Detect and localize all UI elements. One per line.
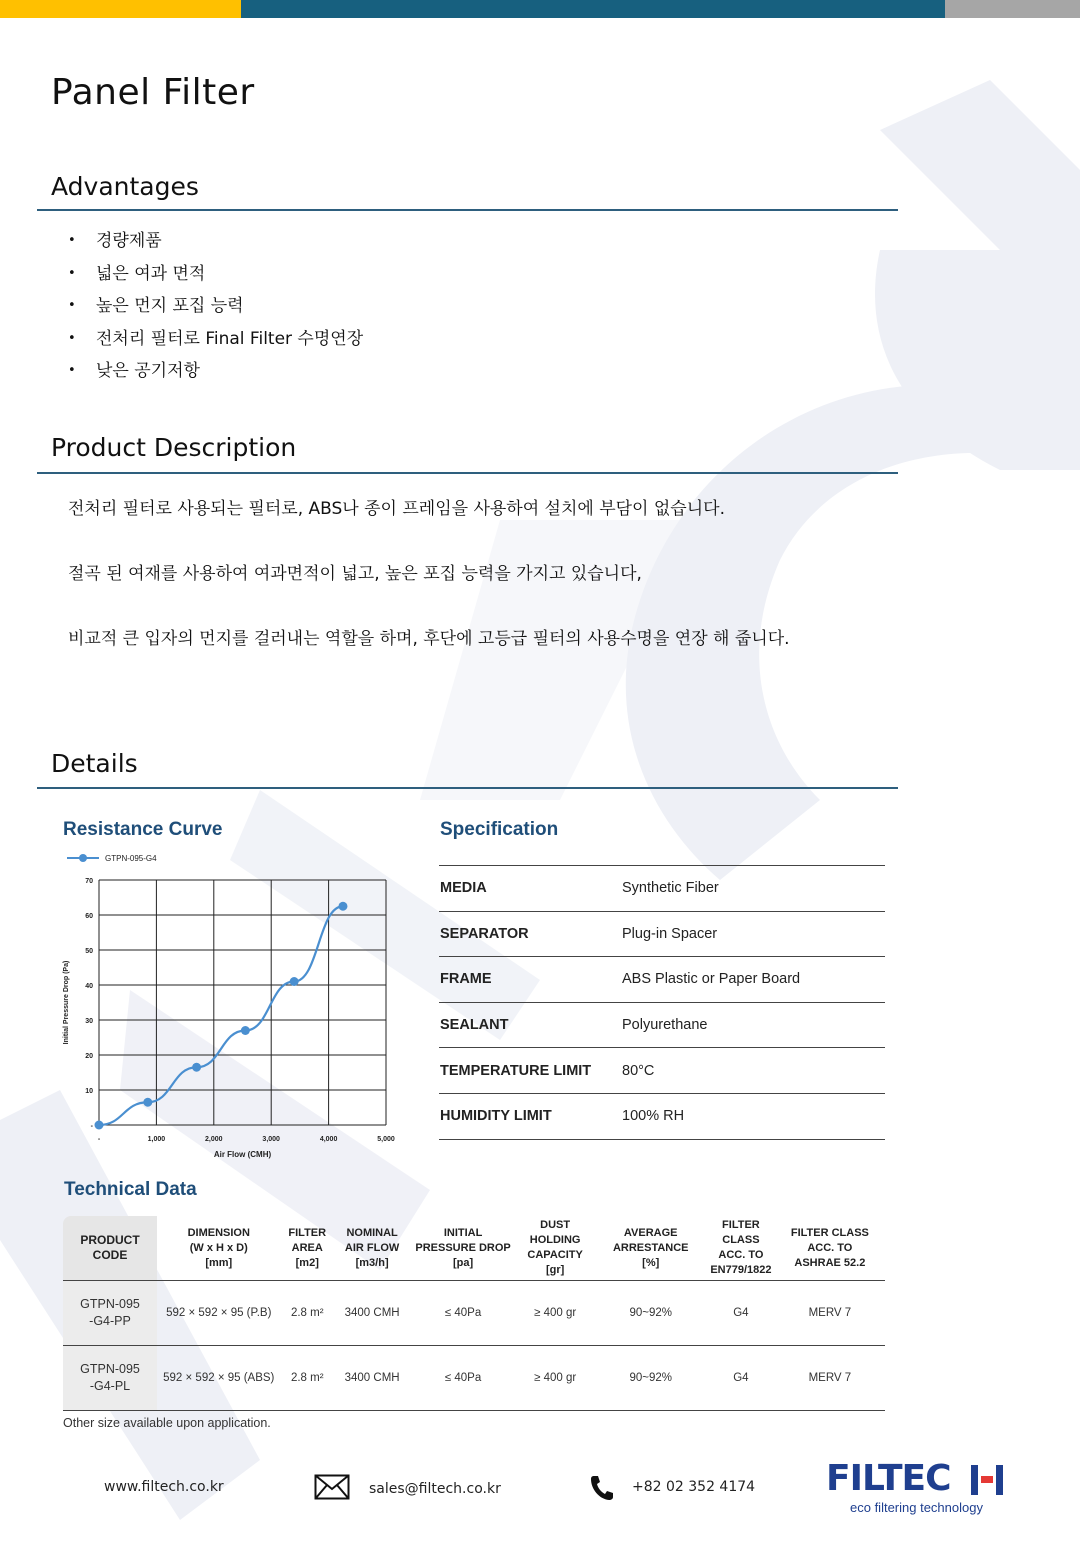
tech-header-cell [334,1216,410,1281]
tech-header-cell [707,1216,775,1281]
legend-marker [79,854,87,862]
tech-data-cell: ≥ 400 gr [516,1281,595,1346]
tech-header-line: PRESSURE DROP [415,1241,511,1254]
tech-header-cell [157,1216,281,1281]
product-code-line: -G4-PL [89,1379,131,1393]
tech-header-line: AVERAGE [623,1226,678,1239]
tech-data-cell: 2.8 m² [281,1281,334,1346]
spec-row [439,1002,885,1048]
tech-header-line: DUST HOLDING [529,1219,581,1246]
tech-data-cell: MERV 7 [775,1281,885,1346]
product-code-cell [63,1346,157,1411]
logo-tagline: eco filtering technology [850,1500,983,1515]
y-tick-label: 70 [85,878,93,885]
data-point [241,1026,250,1035]
product-code-line: GTPN-095 [80,1297,140,1311]
x-tick-label: - [97,1136,101,1143]
tech-data-cell: MERV 7 [775,1346,885,1411]
tech-data-cell: 592 × 592 × 95 (ABS) [157,1346,281,1411]
advantage-item: • 경량제품 [68,228,363,261]
tech-header-line: NOMINAL [346,1226,398,1239]
tech-header-line: FILTER CLASS [790,1226,869,1239]
spec-value: 80°C [621,1048,885,1094]
technical-data-table [63,1216,885,1411]
y-tick-label: 30 [85,1018,93,1025]
tech-header-line: [pa] [452,1256,474,1269]
tech-data-cell: ≤ 40Pa [410,1346,516,1411]
tech-data-cell: 2.8 m² [281,1346,334,1411]
tech-header-line: [%] [642,1256,660,1269]
data-point [192,1063,201,1072]
y-tick-label: 60 [85,913,93,920]
y-tick-label: 10 [85,1088,93,1095]
x-axis-label: Air Flow (CMH) [213,1150,272,1159]
tech-header-line: AIR FLOW [344,1241,400,1254]
legend-label: GTPN-095-G4 [105,854,157,863]
description-paragraph: 절곡 된 여재를 사용하여 여과면적이 넓고, 높은 포집 능력을 가지고 있습니다, [68,564,642,584]
advantages-list [68,228,363,391]
tech-header-line: [m2] [295,1256,319,1269]
tech-header-line: INITIAL [443,1226,483,1239]
tech-data-cell: ≤ 40Pa [410,1281,516,1346]
advantage-item: • 낮은 공기저항 [68,358,363,391]
specification-table [439,865,885,1140]
advantage-item: • 높은 먼지 포집 능력 [68,293,363,326]
spec-row [439,866,885,912]
advantages-heading: Advantages [51,172,199,201]
product-code-line: GTPN-095 [80,1362,140,1376]
spec-value: Synthetic Fiber [621,866,885,912]
specification-title: Specification [440,819,559,840]
tech-header-line: DIMENSION [187,1226,250,1239]
product-code-line: -G4-PP [89,1314,131,1328]
tech-header-line: AREA [291,1241,323,1254]
details-heading: Details [51,749,138,778]
y-tick-label: 20 [85,1053,93,1060]
tech-data-cell: G4 [707,1346,775,1411]
spec-value: ABS Plastic or Paper Board [621,957,885,1003]
details-divider [37,787,898,789]
tech-data-cell: G4 [707,1281,775,1346]
spec-value: Polyurethane [621,1002,885,1048]
description-paragraph: 비교적 큰 입자의 먼지를 걸러내는 역할을 하며, 후단에 고등급 필터의 사용수명을 연장 해 줍니다. [68,629,790,649]
y-axis-label: Initial Pressure Drop (Pa) [63,960,70,1045]
tech-data-cell: 3400 CMH [334,1281,410,1346]
technical-data-title: Technical Data [64,1179,197,1200]
description-divider [37,472,898,474]
tech-header-line: [mm] [205,1256,233,1269]
spec-label: FRAME [439,957,621,1003]
spec-row [439,1093,885,1139]
page-title: Panel Filter [51,72,255,113]
spec-row [439,911,885,957]
tech-data-row [63,1281,885,1346]
x-tick-label: 4,000 [319,1136,338,1143]
tech-header-line: ACC. TO [718,1249,764,1261]
advantage-item: • 전처리 필터로 Final Filter 수명연장 [68,326,363,359]
tech-header-line: CODE [92,1248,128,1262]
tech-header-cell [594,1216,707,1281]
tech-header-line: FILTER [288,1226,327,1239]
advantage-item: • 넓은 여과 면적 [68,261,363,294]
tech-header-line: ASHRAE 52.2 [794,1256,866,1269]
x-tick-label: 2,000 [205,1136,223,1143]
logo-h-mark [969,1463,1005,1497]
tech-header-line: [m3/h] [355,1256,389,1269]
x-tick-label: 1,000 [147,1136,166,1143]
tech-header-line: EN779/1822 [710,1264,772,1276]
tech-header-line: [gr] [545,1264,565,1276]
tech-header-line: CAPACITY [527,1249,583,1261]
tech-header-line: ARRESTANCE [612,1241,689,1254]
data-point [95,1121,104,1130]
tech-header-line: FILTER CLASS [722,1219,760,1246]
tech-data-cell: 592 × 592 × 95 (P.B) [157,1281,281,1346]
tech-header-cell [775,1216,885,1281]
spec-value: 100% RH [621,1093,885,1139]
y-tick-label: 50 [85,948,93,955]
spec-value: Plug-in Spacer [621,911,885,957]
product-code-cell [63,1281,157,1346]
spec-label: HUMIDITY LIMIT [439,1093,621,1139]
data-point [290,977,299,986]
logo-wordmark: FILTEC [826,1458,951,1499]
website-link[interactable]: www.filtech.co.kr [104,1479,224,1495]
tech-header-cell [281,1216,334,1281]
spec-label: TEMPERATURE LIMIT [439,1048,621,1094]
spec-label: SEPARATOR [439,911,621,957]
tech-header-line: PRODUCT [80,1233,140,1247]
x-tick-label: 5,000 [377,1136,395,1143]
series-line [99,906,343,1125]
resistance-curve-chart [55,845,415,1165]
resistance-curve-title: Resistance Curve [63,819,223,840]
email-link[interactable]: sales@filtech.co.kr [369,1481,501,1497]
data-point [338,902,347,911]
tech-data-cell: 90~92% [594,1346,707,1411]
description-heading: Product Description [51,433,297,462]
y-tick-label: 40 [85,983,93,990]
tech-header-cell [410,1216,516,1281]
filtech-logo [826,1458,1016,1518]
spec-label: SEALANT [439,1002,621,1048]
spec-row [439,1048,885,1094]
size-note: Other size available upon application. [63,1416,271,1430]
tech-header-cell [516,1216,595,1281]
tech-header-product-code [63,1216,157,1281]
spec-row [439,957,885,1003]
advantages-divider [37,209,898,211]
tech-header-row [63,1216,885,1281]
tech-data-cell: ≥ 400 gr [516,1346,595,1411]
y-tick-label: - [90,1123,93,1130]
tech-data-cell: 90~92% [594,1281,707,1346]
mail-icon [314,1474,350,1500]
x-tick-label: 3,000 [262,1136,280,1143]
spec-label: MEDIA [439,866,621,912]
tech-header-line: (W x H x D) [189,1241,248,1254]
description-paragraph: 전처리 필터로 사용되는 필터로, ABS나 종이 프레임을 사용하여 설치에 부담이 없습니다. [68,499,725,519]
tech-data-row [63,1346,885,1411]
phone-number[interactable]: +82 02 352 4174 [632,1479,756,1495]
tech-header-line: ACC. TO [807,1241,853,1254]
data-point [143,1098,152,1107]
phone-icon [589,1474,615,1502]
tech-data-cell: 3400 CMH [334,1346,410,1411]
